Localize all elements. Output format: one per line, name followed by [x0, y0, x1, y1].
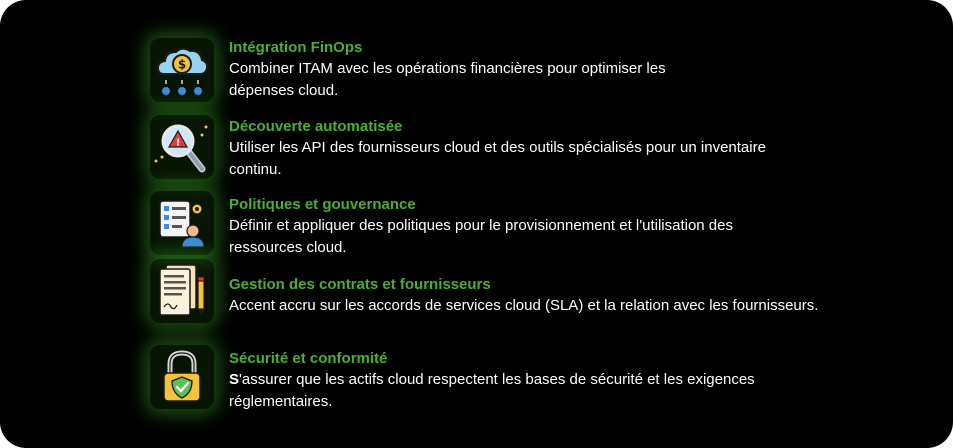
bold-initial: S: [229, 371, 240, 388]
item-description-line: dépenses cloud.: [229, 82, 339, 99]
svg-text:$: $: [177, 57, 187, 72]
item-description: [229, 215, 929, 259]
contract-documents-icon: [150, 259, 214, 323]
padlock-shield-icon: [150, 345, 214, 409]
item-description: [229, 369, 929, 413]
magnifier-alert-icon: [150, 115, 214, 179]
item-description-line: réglementaires.: [229, 393, 333, 410]
item-title: Sécurité et conformité: [229, 350, 388, 367]
item-description-line: continu.: [229, 161, 282, 178]
cloud-dollar-icon: [150, 38, 214, 102]
item-description-line: [229, 369, 929, 391]
svg-text:!: !: [175, 137, 181, 149]
item-description-text: 'assurer que les actifs cloud respectent les bases de sécurité et les exigences: [239, 371, 755, 388]
policy-checklist-icon: [150, 191, 214, 255]
item-title: Politiques et gouvernance: [229, 196, 416, 213]
item-description: [229, 137, 929, 181]
item-description: [229, 58, 929, 102]
item-title: Gestion des contrats et fournisseurs: [229, 276, 491, 293]
item-description-line: Accent accru sur les accords de services cloud (SLA) et la relation avec les fournisseurs.: [229, 297, 819, 314]
item-description-line: Combiner ITAM avec les opérations financières pour optimiser les: [229, 60, 666, 77]
item-description-line: Utiliser les API des fournisseurs cloud et des outils spécialisés pour un inventaire: [229, 139, 766, 156]
item-description-line: Définir et appliquer des politiques pour le provisionnement et l'utilisation des: [229, 217, 733, 234]
item-description: [229, 295, 929, 317]
item-title: Découverte automatisée: [229, 118, 403, 135]
item-title: Intégration FinOps: [229, 39, 363, 56]
item-description-line: ressources cloud.: [229, 239, 347, 256]
